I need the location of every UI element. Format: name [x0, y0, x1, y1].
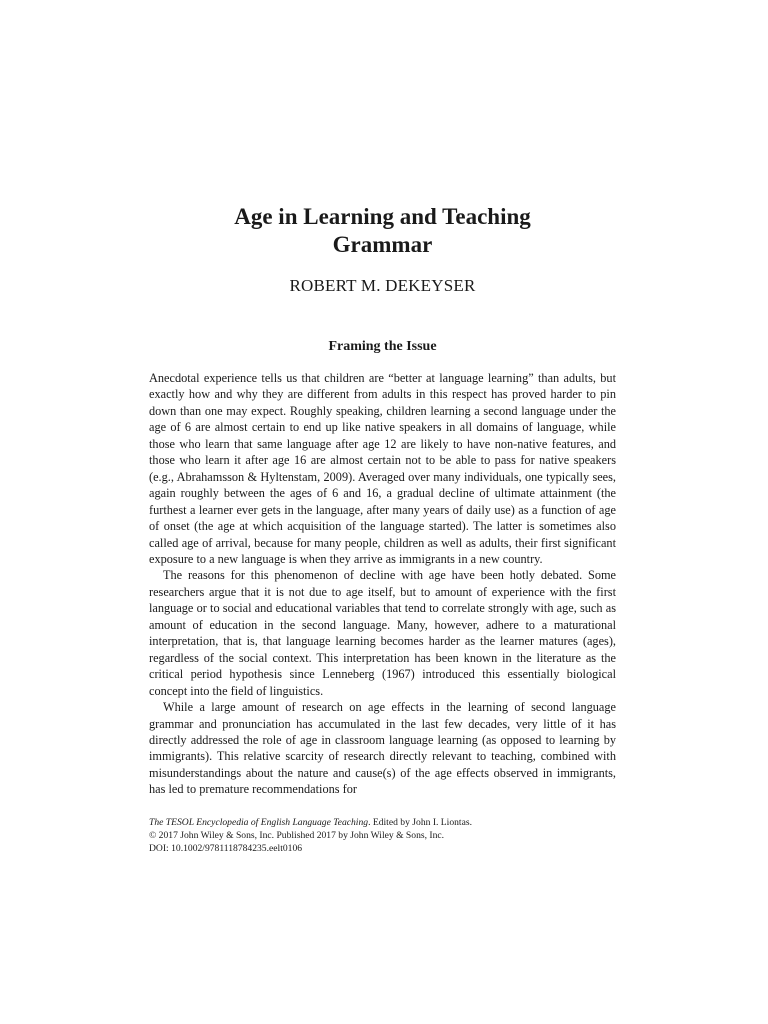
author-name: ROBERT M. DEKEYSER	[289, 276, 476, 295]
paragraph-1: Anecdotal experience tells us that children are “better at language learning” than adults, but exactly how and why they are different from adults in this respect has proved harder to pin down than one may expect. Roughly speaking, children learning a second language under the age of 6 are almost certain to end up like native speakers in all domains of language, while those who learn that same language after age 12 are likely to have non-native features, and those who learn it after age 16 are almost certain not to be able to pass for native speakers (e.g., Abrahamsson & Hyltenstam, 2009). Averaged over many individuals, one typically sees, again roughly between the ages of 6 and 16, a gradual decline of ultimate attainment (the furthest a learner ever gets in the language, after many years of daily use) as a function of age of onset (the age at which acquisition of the language started). The latter is sometimes also called age of arrival, because for many people, children as well as adults, their first significant exposure to a new language is when they arrive as immigrants in a new country.	[149, 371, 616, 566]
editor-text: . Edited by John I. Liontas.	[368, 817, 472, 828]
paragraph-3: While a large amount of research on age effects in the learning of second language grammar and pronunciation has accumulated in the last few decades, very little of it has directly addressed the role of age in classroom language learning (as opposed to learning by immigrants). This relative scarcity of research directly relevant to teaching, combined with misunderstandings about the nature and cause(s) of the age effects observed in immigrants, has led to premature recommendations for	[149, 700, 616, 797]
copyright-line: © 2017 John Wiley & Sons, Inc. Published 2017 by John Wiley & Sons, Inc.	[149, 830, 445, 841]
title-line-1: Age in Learning and Teaching	[234, 204, 531, 229]
article-body	[149, 370, 616, 798]
book-title: The TESOL Encyclopedia of English Language Teaching	[149, 817, 369, 828]
doi-line: DOI: 10.1002/9781118784235.eelt0106	[149, 843, 303, 854]
article-title	[149, 203, 616, 259]
paragraph-2: The reasons for this phenomenon of decline with age have been hotly debated. Some researchers argue that it is not due to age itself, but to amount of experience with the first language or to social and educational variables that tend to correlate strongly with age, such as amount of education in the second language. Many, however, adhere to a maturational interpretation, that is, that language learning becomes harder as the learner matures (ages), regardless of the social context. This interpretation has been known in the literature as the critical period hypothesis since Lenneberg (1967) introduced this essentially biological concept into the field of linguistics.	[149, 568, 616, 698]
section-heading: Framing the Issue	[328, 339, 437, 354]
title-line-2: Grammar	[332, 232, 433, 257]
footer	[149, 816, 616, 855]
citation-line	[149, 816, 616, 829]
